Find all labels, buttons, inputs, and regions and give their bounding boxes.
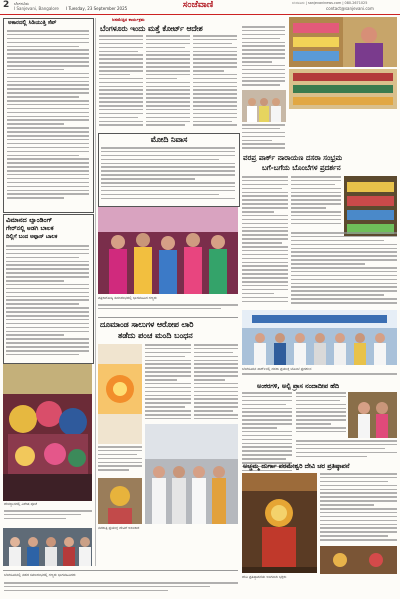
header-date: I Tuesday, 23 September 2025 [66,6,128,11]
article-5-subhead: ಗೇರ್‌ನಲ್ಲಿ ಅಡಗಿ ಬಾಲಕ [6,225,54,232]
caption-1: ಪತ್ರಿಕಾಗೋಷ್ಠಿ ಸಮಾರಂಭದಲ್ಲಿ ಭಾಗವಹಿಸಿದ ಗಣ್ಯರು [98,296,157,300]
footer-rule [3,570,238,571]
photo-puja-small [320,546,397,574]
article-8-body [320,473,397,545]
article-7-headline: ಅಂಕರಗಳಿ, ಅಲ್ಪಿ ಪ್ರಾಸ ನಂದಾದೀಪ ಹೆದಿ [257,382,340,390]
caption-3: ದೇವಸ್ಥಾನದಲ್ಲಿ ವಿಶೇಷ ಪೂಜೆ [4,502,38,506]
article-2-kicker: ಜನಮೆಚ್ಚಿದ ಕಾರ್ಯಕ್ರಮ [112,17,145,22]
article-6-subhead: ತಡೆದು ಪಂಚ ಮಂದಿ ಬಂಧನ [118,331,193,340]
article-6-headline: ದೂಮಾಂಡ ಸಾಲುಗಳ ಆರೋಪ ಲಾರಿ [100,320,194,329]
header-email: contact@sanjevani.com [326,6,374,11]
caption-2-extra [242,373,397,379]
article-4-subhead: ಬಗೆ-ಬಗೆಯ ಬೊಂಬೆಗಳ ಪ್ರದರ್ಶನ [262,164,341,172]
photo-people-group [3,528,92,566]
article-3-body [101,147,235,202]
rule-above-a6 [98,317,238,318]
side-column-body-2 [242,124,285,151]
caption-4: ನವರಾತ್ರಿ ಪ್ರಯುಕ್ತ ದೇವಿಗೆ ಅಲಂಕಾರ [98,526,140,530]
article-5-headline: ವಿಮಾನದ ಲ್ಯಾಂಡಿಂಗ್ [6,216,53,224]
photo-durga-idol [242,473,317,573]
article-1-body [7,30,89,208]
photo-doll-display [344,176,397,236]
photo-dignitaries [242,90,286,122]
column-rule-1 [95,18,96,566]
article-4-headline: ವರಪ್ರ ಪಾರ್ಕ್ ನಾರಾಯಣ ದಸರಾ ಸಂಭ್ರಮ [243,153,343,162]
article-5-body [6,245,89,359]
masthead-logo: ಸಂಜೆವಾಣಿ [182,0,214,10]
photo-fire-scene [98,344,142,444]
photo-group-event [242,310,397,365]
article-2-body-col3 [193,35,237,131]
article-3-headline: ಮೋದಿ ನಿವಾಸ [150,135,188,144]
photo-lamp-lighting [348,392,397,438]
article-4-body-col3 [291,232,397,306]
photo-ganesha-idols [3,364,92,501]
header-right-info: ಬೆಂಗಳೂರು | sanjevaninews.com | 080-2671025 [292,1,368,5]
caption-3-extra [4,510,92,528]
caption-1-extra [98,304,238,314]
caption-5: ದೇವಿ ಪ್ರತಿಷ್ಠಾಪನೆಯ ಅಂಗವಾಗಿ ಭಕ್ತರು [242,575,287,579]
article-7-body-col3 [296,440,397,460]
article-6-body-col3 [194,344,238,422]
caption-2: ಬೆಂಗಳೂರಿನ ಪಾರ್ಕ್‌ನಲ್ಲಿ ದಸರಾ ಪ್ರಯುಕ್ತ ಬೊಂಬೆ ಪ್ರದರ್ಶನ [242,367,312,371]
article-5-subhead-2: ದಿಲ್ಲಿಗೆ ಬಂದ ಅಫ್ಗಾನ್ ಬಾಲಕ [6,234,58,240]
article-4-body-col1 [242,176,288,306]
article-1-headline: ಅಕಾರದಲ್ಲಿ ಸಿಡಿಯುತ್ತಿ ಸೆಪ್ [8,20,57,26]
side-column-body [242,26,285,88]
photo-dasara-dolls-top [289,17,397,67]
header-location: ಬೆಂಗಳೂರು [14,1,29,6]
photo-cultural-event [98,207,238,294]
header-location-en: I Sanjevani, Bangalore [14,6,59,11]
footer-caption-extra [4,582,238,594]
photo-devotees-small [98,478,142,524]
photo-dasara-dolls-mid [289,69,397,109]
article-6-body-col1 [98,446,142,476]
page-header [0,0,400,15]
photo-temple-gathering [145,424,238,524]
article-4-body-col2 [291,176,341,228]
article-2-body-col1 [99,35,143,131]
footer-caption: ಬೆಂಗಳೂರಿನಲ್ಲಿ ನಡೆದ ಸಮಾರಂಭದಲ್ಲಿ ಗಣ್ಯರು ಭಾಗವಹಿಸಿದರು [4,573,76,577]
article-6-body-col2 [145,344,191,422]
article-8-headline: ಅಚ್ಚಮ್ಮ ದುರ್ಗಾ ಪರಮೇಶ್ವರಿ ದೇವಿ ಚರ ಪ್ರತಿಷ್ಠಾಪನೆ [243,462,350,470]
article-2-headline: ಬೆಂಗಳೂರು ಇಂದು ಮತ್ತೆ ಕೋರ್ಟ್ ಆದೇಶ [100,24,203,33]
article-2-body-col2 [146,35,190,131]
article-7-body-col2 [296,392,346,438]
page-number: 2 [3,0,10,10]
